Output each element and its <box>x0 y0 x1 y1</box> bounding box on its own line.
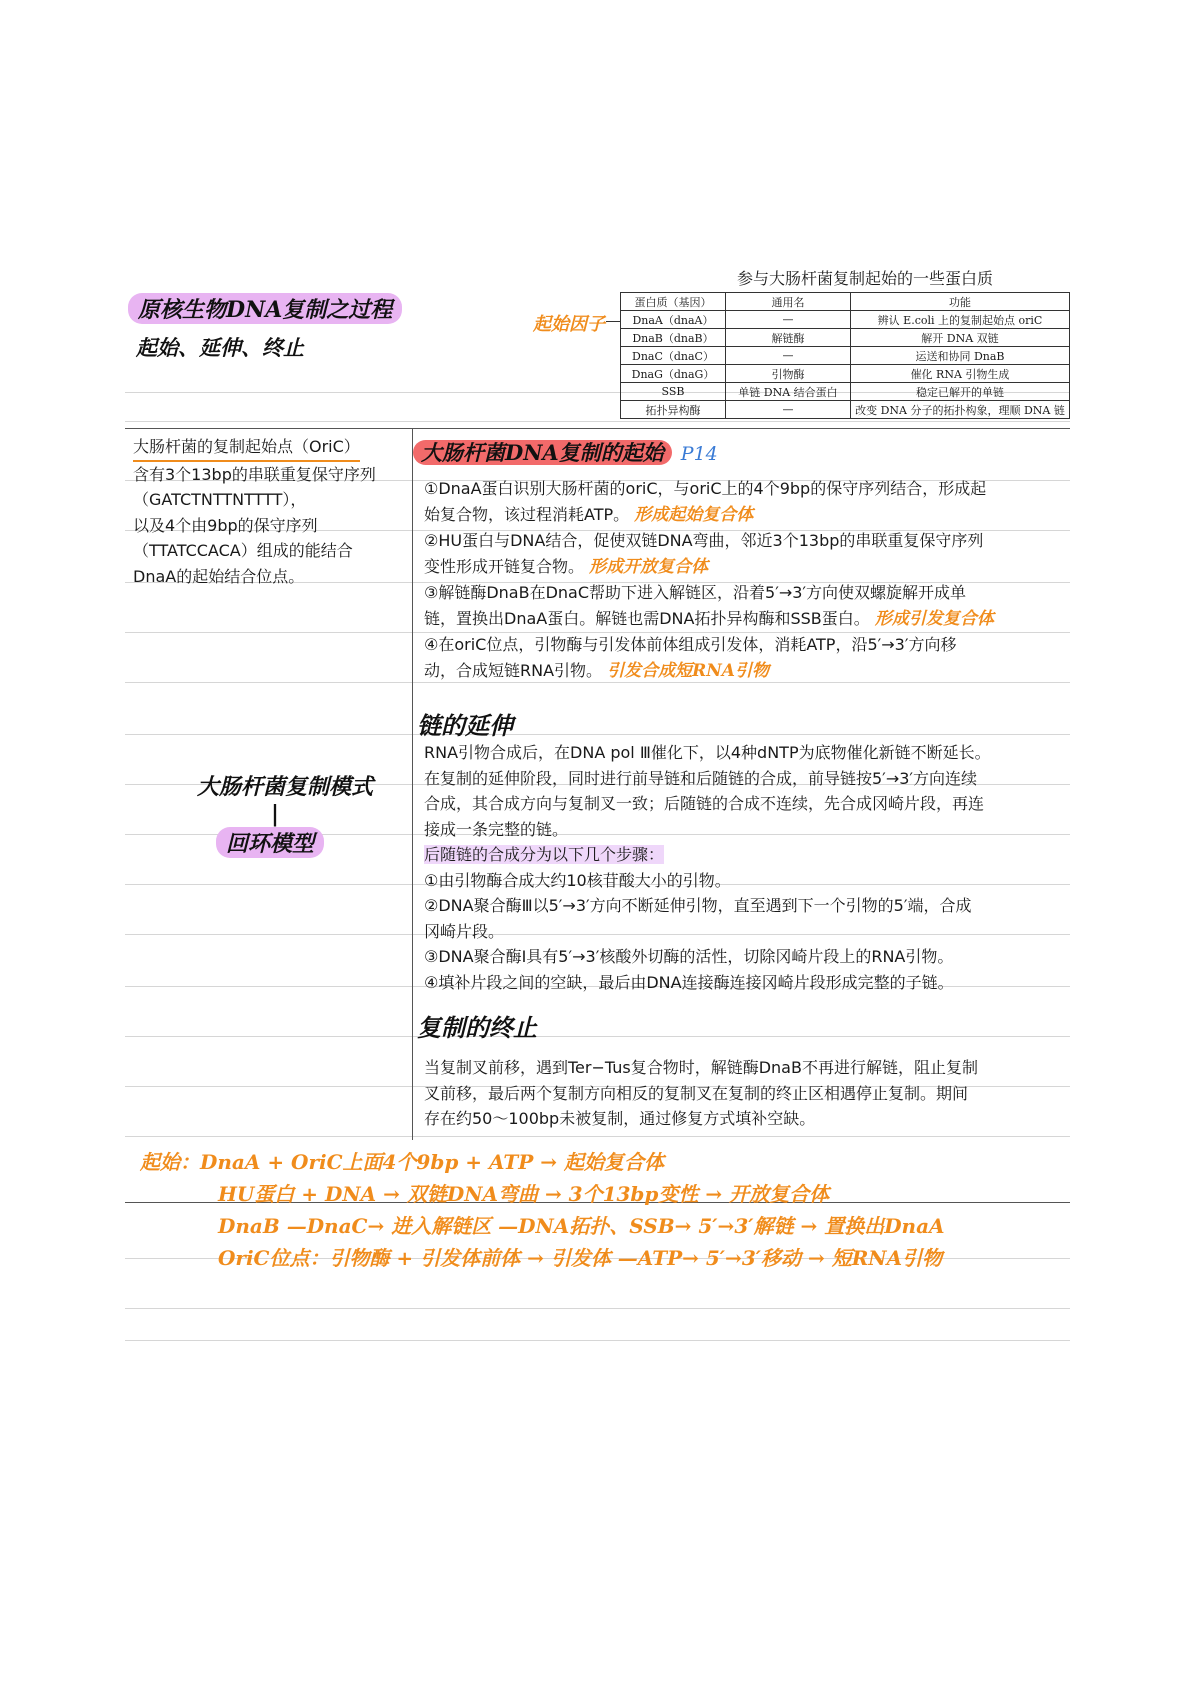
ruled-line <box>125 1308 1070 1309</box>
step-line: ③解链酶DnaB在DnaC帮助下进入解链区，沿着5′→3′方向使双螺旋解开成单 <box>424 583 967 602</box>
oric-line: （TTATCCACA）组成的能结合 <box>133 541 353 560</box>
table-cell: 引物酶 <box>726 365 851 383</box>
termination-line: 叉前移，最后两个复制方向相反的复制叉在复制的终止区相遇停止复制。期间 <box>424 1083 969 1103</box>
lagging-step: ①由引物酶合成大约10核苷酸大小的引物。 <box>424 870 731 890</box>
table-cell: — <box>726 347 851 365</box>
table-cell: DnaB（dnaB） <box>621 329 726 347</box>
page-ref: P14 <box>680 443 718 465</box>
step-line: 始复合物，该过程消耗ATP。 形成起始复合体 <box>424 504 754 525</box>
lagging-step: 冈崎片段。 <box>424 921 505 941</box>
ruled-line <box>125 1036 1070 1037</box>
step-line: ①DnaA蛋白识别大肠杆菌的oriC，与oriC上的4个9bp的保守序列结合，形成起 <box>424 479 987 498</box>
summary-line: HU蛋白 + DNA → 双链DNA弯曲 → 3个13bp变性 → 开放复合体 <box>218 1182 830 1206</box>
protein-table-wrap <box>620 292 1070 419</box>
table-row <box>621 329 1070 347</box>
table-cell: 改变 DNA 分子的拓扑构象，理顺 DNA 链 <box>851 401 1070 419</box>
oric-line: （GATCTNTTNTTTT）， <box>133 490 307 509</box>
table-cell: 解开 DNA 双链 <box>851 329 1070 347</box>
termination-heading: 复制的终止 <box>417 1013 537 1042</box>
table-cell: 运送和协同 DnaB <box>851 347 1070 365</box>
initiation-heading-row <box>413 437 718 467</box>
ruled-line <box>125 734 1070 735</box>
lagging-step: ③DNA聚合酶Ⅰ具有5′→3′核酸外切酶的活性，切除冈崎片段上的RNA引物。 <box>424 947 954 966</box>
termination-line: 当复制叉前移，遇到Ter−Tus复合物时，解链酶DnaB不再进行解链，阻止复制 <box>424 1058 978 1077</box>
elongation-line: RNA引物合成后，在DNA pol Ⅲ催化下，以4种dNTP为底物催化新链不断延长。 <box>424 743 991 762</box>
mode-title: 大肠杆菌复制模式 <box>196 774 373 800</box>
left-header-subtitle: 起始、延伸、终止 <box>136 335 304 360</box>
table-cell: — <box>726 311 851 329</box>
margin-note: 形成起始复合体 <box>634 504 754 525</box>
margin-note: 形成开放复合体 <box>589 556 709 577</box>
ruled-line <box>125 1340 1070 1341</box>
table-cell: 催化 RNA 引物生成 <box>851 365 1070 383</box>
step-line: ②HU蛋白与DNA结合，促使双链DNA弯曲，邻近3个13bp的串联重复保守序列 <box>424 531 984 550</box>
table-cell: 稳定已解开的单链 <box>851 383 1070 401</box>
left-header-title: 原核生物DNA复制之过程 <box>128 293 402 324</box>
oric-line: DnaA的起始结合位点。 <box>133 566 305 586</box>
table-header-cell: 通用名 <box>726 293 851 311</box>
lagging-step: ④填补片段之间的空缺，最后由DNA连接酶连接冈崎片段形成完整的子链。 <box>424 972 954 992</box>
annotation-arrow <box>606 321 620 322</box>
oric-title: 大肠杆菌的复制起始点（OriC） <box>133 434 360 462</box>
oric-notes <box>133 434 408 589</box>
margin-note: 形成引发复合体 <box>874 608 994 629</box>
step-line: 动，合成短链RNA引物。 引发合成短RNA引物 <box>424 660 769 681</box>
elongation-heading: 链的延伸 <box>417 711 513 740</box>
oric-line: 含有3个13bp的串联重复保守序列 <box>133 464 376 484</box>
table-row <box>621 311 1070 329</box>
column-divider <box>412 428 413 1140</box>
termination-line: 存在约50～100bp未被复制，通过修复方式填补空缺。 <box>424 1109 816 1128</box>
table-cell: 辨认 E.coli 上的复制起始点 oriC <box>851 311 1070 329</box>
initiation-heading: 大肠杆菌DNA复制的起始 <box>413 440 672 465</box>
table-row <box>621 365 1070 383</box>
table-cell: — <box>726 401 851 419</box>
table-cell: 解链酶 <box>726 329 851 347</box>
lagging-title: 后随链的合成分为以下几个步骤： <box>424 845 665 864</box>
table-header-cell: 功能 <box>851 293 1070 311</box>
initiation-steps <box>424 476 1069 684</box>
step-line: ④在oriC位点，引物酶与引发体前体组成引发体，消耗ATP，沿5′→3′方向移 <box>424 635 957 654</box>
elongation-text <box>424 740 1069 995</box>
table-row <box>621 401 1070 419</box>
summary-line: 起始：DnaA + OriC上面4个9bp + ATP → 起始复合体 <box>140 1150 665 1174</box>
elongation-line: 在复制的延伸阶段，同时进行前导链和后随链的合成，前导链按5′→3′方向连续 <box>424 768 978 788</box>
table-cell: DnaC（dnaC） <box>621 347 726 365</box>
oric-line: 以及4个由9bp的保守序列 <box>133 515 318 535</box>
step-line: 链，置换出DnaA蛋白。解链也需DNA拓扑异构酶和SSB蛋白。 形成引发复合体 <box>424 608 994 629</box>
table-cell: 单链 DNA 结合蛋白 <box>726 383 851 401</box>
ruled-line <box>125 1136 1070 1137</box>
table-header-row <box>621 293 1070 311</box>
replication-mode <box>185 770 385 858</box>
table-cell: SSB <box>621 383 726 401</box>
table-cell: 拓扑异构酶 <box>621 401 726 419</box>
table-row <box>621 383 1070 401</box>
ruled-line <box>125 428 1070 429</box>
mode-value: 回环模型 <box>216 827 324 858</box>
summary-line: DnaB —DnaC→ 进入解链区 —DNA拓扑、SSB→ 5′→3′解链 → 置换出DnaA <box>218 1214 945 1238</box>
mode-arrow: | <box>270 801 279 827</box>
table-header-cell: 蛋白质（基因） <box>621 293 726 311</box>
summary-notes <box>140 1146 1070 1274</box>
protein-table-annotation: 起始因子 <box>533 314 605 335</box>
termination-text <box>424 1055 1069 1132</box>
table-row <box>621 347 1070 365</box>
ruled-line <box>125 421 1070 422</box>
left-header <box>128 293 402 362</box>
elongation-line: 合成，其合成方向与复制叉一致；后随链的合成不连续，先合成冈崎片段，再连 <box>424 794 985 813</box>
table-cell: DnaG（dnaG） <box>621 365 726 383</box>
summary-line: OriC位点：引物酶 + 引发体前体 → 引发体 —ATP→ 5′→3′移动 → 短RNA引物 <box>218 1246 943 1270</box>
step-line: 变性形成开链复合物。 形成开放复合体 <box>424 556 709 577</box>
protein-table <box>620 292 1070 419</box>
protein-table-caption: 参与大肠杆菌复制起始的一些蛋白质 <box>736 269 993 288</box>
table-cell: DnaA（dnaA） <box>621 311 726 329</box>
elongation-line: 接成一条完整的链。 <box>424 819 569 839</box>
lagging-step: ②DNA聚合酶Ⅲ以5′→3′方向不断延伸引物，直至遇到下一个引物的5′端，合成 <box>424 896 972 915</box>
margin-note: 引发合成短RNA引物 <box>607 660 769 681</box>
